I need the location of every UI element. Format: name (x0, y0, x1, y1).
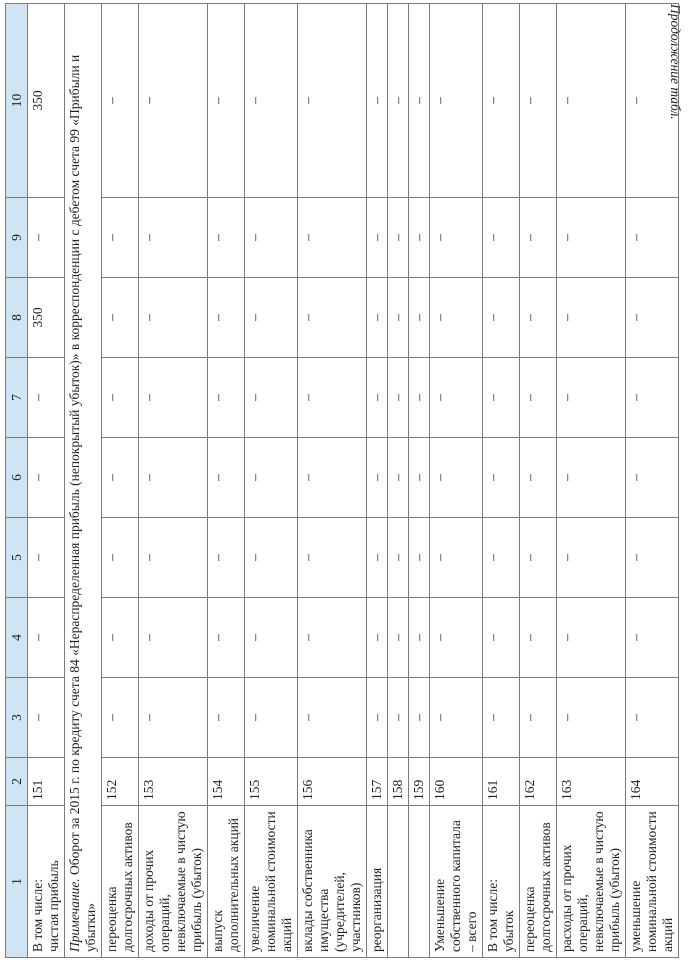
equity-changes-table (5, 3, 679, 958)
cell-col-5: – (388, 518, 409, 598)
cell-col-3: – (430, 678, 483, 758)
cell-col-7: – (367, 358, 388, 438)
cell-col-10: – (245, 4, 298, 198)
table-caption-text: Продолжение табл. (668, 4, 683, 120)
cell-col-5: – (626, 518, 679, 598)
cell-col-8: – (409, 278, 430, 358)
cell-col-9: – (102, 198, 139, 278)
cell-col-3: – (483, 678, 520, 758)
cell-col-4: – (245, 598, 298, 678)
cell-col-9: – (430, 198, 483, 278)
note-label: Примечание. (67, 878, 82, 952)
table-row (367, 4, 388, 958)
cell-col-3: – (557, 678, 626, 758)
col-header-4: 4 (6, 598, 28, 678)
cell-col-9: – (388, 198, 409, 278)
cell-col-10: – (388, 4, 409, 198)
cell-col-5: – (409, 518, 430, 598)
table-row (208, 4, 245, 958)
table-row (298, 4, 367, 958)
cell-col-4: – (409, 598, 430, 678)
cell-col-6: – (102, 438, 139, 518)
cell-col-6: – (139, 438, 208, 518)
cell-col-8: 350 (28, 278, 65, 358)
cell-col-5: – (298, 518, 367, 598)
row-code: 164 (626, 758, 679, 806)
cell-col-9: – (367, 198, 388, 278)
cell-col-6: – (245, 438, 298, 518)
cell-col-7: – (102, 358, 139, 438)
cell-col-4: – (388, 598, 409, 678)
cell-col-5: – (520, 518, 557, 598)
cell-col-4: – (483, 598, 520, 678)
cell-col-10: – (557, 4, 626, 198)
row-name: выпуск дополнительных акций (208, 806, 245, 958)
row-code: 161 (483, 758, 520, 806)
cell-col-9: – (626, 198, 679, 278)
cell-col-8: – (483, 278, 520, 358)
cell-col-9: – (483, 198, 520, 278)
cell-col-8: – (245, 278, 298, 358)
cell-col-9: – (298, 198, 367, 278)
cell-col-6: – (367, 438, 388, 518)
cell-col-5: – (245, 518, 298, 598)
cell-col-7: – (298, 358, 367, 438)
row-name: уменьшение номинальной стоимости акций (626, 806, 679, 958)
cell-col-10: – (626, 4, 679, 198)
cell-col-4: – (626, 598, 679, 678)
cell-col-9: – (245, 198, 298, 278)
cell-col-10: – (102, 4, 139, 198)
table-row (139, 4, 208, 958)
cell-col-6: – (520, 438, 557, 518)
cell-col-3: – (520, 678, 557, 758)
row-name: переоценка долгосрочных активов (520, 806, 557, 958)
cell-col-5: – (557, 518, 626, 598)
col-header-8: 8 (6, 278, 28, 358)
cell-col-9: – (139, 198, 208, 278)
cell-col-4: – (557, 598, 626, 678)
row-code: 160 (430, 758, 483, 806)
cell-col-5: – (139, 518, 208, 598)
row-name: В том числе: убыток (483, 806, 520, 958)
row-name: В том числе: чистая прибыль (28, 806, 65, 958)
cell-col-7: – (28, 358, 65, 438)
table-row (626, 4, 679, 958)
col-header-9: 9 (6, 198, 28, 278)
table-row (102, 4, 139, 958)
cell-col-9: – (557, 198, 626, 278)
cell-col-7: – (388, 358, 409, 438)
row-code: 163 (557, 758, 626, 806)
cell-col-6: – (430, 438, 483, 518)
cell-col-4: – (139, 598, 208, 678)
cell-col-10: – (139, 4, 208, 198)
cell-col-9: – (208, 198, 245, 278)
table-rotated-container (5, 4, 675, 958)
cell-col-7: – (245, 358, 298, 438)
cell-col-7: – (483, 358, 520, 438)
cell-col-7: – (139, 358, 208, 438)
cell-col-3: – (367, 678, 388, 758)
cell-col-10: 350 (28, 4, 65, 198)
table-row (388, 4, 409, 958)
row-code: 154 (208, 758, 245, 806)
cell-col-9: – (409, 198, 430, 278)
cell-col-6: – (388, 438, 409, 518)
row-code: 151 (28, 758, 65, 806)
col-header-3: 3 (6, 678, 28, 758)
cell-col-10: – (430, 4, 483, 198)
cell-col-6: – (28, 438, 65, 518)
cell-col-9: – (28, 198, 65, 278)
col-header-7: 7 (6, 358, 28, 438)
cell-col-5: – (483, 518, 520, 598)
col-header-2: 2 (6, 758, 28, 806)
table-row (520, 4, 557, 958)
cell-col-6: – (626, 438, 679, 518)
cell-col-7: – (626, 358, 679, 438)
cell-col-8: – (626, 278, 679, 358)
cell-col-3: – (409, 678, 430, 758)
cell-col-8: – (139, 278, 208, 358)
cell-col-3: – (626, 678, 679, 758)
cell-col-3: – (208, 678, 245, 758)
cell-col-7: – (557, 358, 626, 438)
table-row (557, 4, 626, 958)
cell-col-7: – (430, 358, 483, 438)
cell-col-8: – (520, 278, 557, 358)
cell-col-10: – (367, 4, 388, 198)
cell-col-8: – (557, 278, 626, 358)
cell-col-8: – (430, 278, 483, 358)
table-header-row (6, 4, 28, 958)
row-code: 153 (139, 758, 208, 806)
table-row (409, 4, 430, 958)
col-header-5: 5 (6, 518, 28, 598)
cell-col-4: – (430, 598, 483, 678)
row-name: переоценка долгосрочных активов (102, 806, 139, 958)
cell-col-3: – (139, 678, 208, 758)
table-note-row (65, 4, 102, 958)
cell-col-5: – (430, 518, 483, 598)
cell-col-4: – (208, 598, 245, 678)
row-code: 159 (409, 758, 430, 806)
cell-col-4: – (367, 598, 388, 678)
cell-col-8: – (102, 278, 139, 358)
cell-col-7: – (409, 358, 430, 438)
cell-col-8: – (298, 278, 367, 358)
cell-col-10: – (483, 4, 520, 198)
row-name: увеличение номинальной стоимости акций (245, 806, 298, 958)
cell-col-10: – (208, 4, 245, 198)
cell-col-10: – (409, 4, 430, 198)
cell-col-3: – (102, 678, 139, 758)
row-name (409, 806, 430, 958)
cell-col-7: – (520, 358, 557, 438)
row-name: расходы от прочих операций, невключаемые в чистую прибыль (убыток) (557, 806, 626, 958)
cell-col-8: – (388, 278, 409, 358)
cell-col-6: – (208, 438, 245, 518)
cell-col-7: – (208, 358, 245, 438)
row-code: 156 (298, 758, 367, 806)
table-row (245, 4, 298, 958)
cell-col-10: – (520, 4, 557, 198)
col-header-10: 10 (6, 4, 28, 198)
cell-col-5: – (208, 518, 245, 598)
table-row (430, 4, 483, 958)
cell-col-4: – (28, 598, 65, 678)
row-name: доходы от прочих операций, невключаемые в чистую прибыль (убыток) (139, 806, 208, 958)
cell-col-10: – (298, 4, 367, 198)
cell-col-4: – (102, 598, 139, 678)
table-row (28, 4, 65, 958)
cell-col-5: – (367, 518, 388, 598)
row-name: вклады собственника имущества (учредителей, участников) (298, 806, 367, 958)
cell-col-9: – (520, 198, 557, 278)
cell-col-3: – (28, 678, 65, 758)
row-code: 162 (520, 758, 557, 806)
row-code: 158 (388, 758, 409, 806)
col-header-6: 6 (6, 438, 28, 518)
cell-col-4: – (298, 598, 367, 678)
cell-col-5: – (102, 518, 139, 598)
cell-col-3: – (388, 678, 409, 758)
cell-col-8: – (208, 278, 245, 358)
cell-col-4: – (520, 598, 557, 678)
row-name: Уменьшение собственного капитала – всего (430, 806, 483, 958)
note-cell (65, 4, 102, 958)
row-code: 157 (367, 758, 388, 806)
row-name (388, 806, 409, 958)
col-header-1: 1 (6, 806, 28, 958)
cell-col-8: – (367, 278, 388, 358)
row-code: 152 (102, 758, 139, 806)
cell-col-3: – (245, 678, 298, 758)
row-name: реорганизация (367, 806, 388, 958)
cell-col-3: – (298, 678, 367, 758)
cell-col-6: – (557, 438, 626, 518)
note-text: Оборот за 2015 г. по кредиту счета 84 «Нераспределенная прибыль (непокрытый убыток)» в корреспонденции с дебетом счета 99 «Прибыли и убытки» (67, 54, 98, 952)
row-code: 155 (245, 758, 298, 806)
cell-col-6: – (409, 438, 430, 518)
table-row (483, 4, 520, 958)
cell-col-5: – (28, 518, 65, 598)
cell-col-6: – (483, 438, 520, 518)
cell-col-6: – (298, 438, 367, 518)
table-body (28, 4, 679, 958)
